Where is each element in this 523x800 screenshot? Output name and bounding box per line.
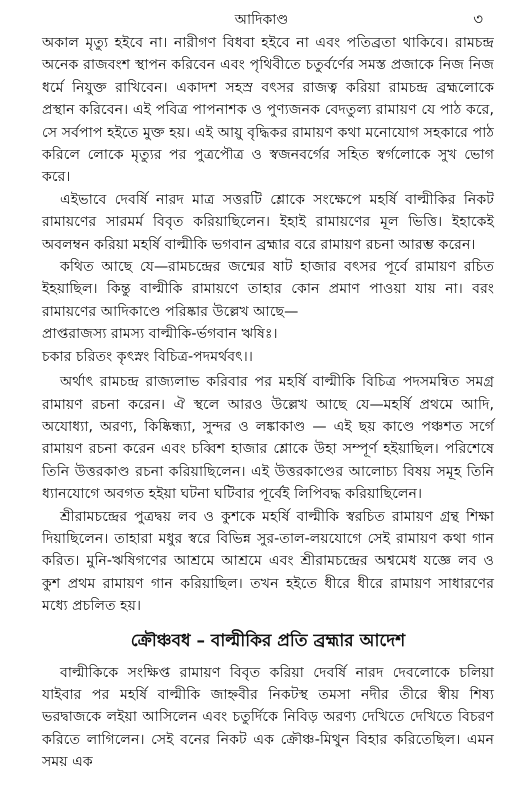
page-body [42, 32, 494, 774]
page-header [0, 6, 523, 28]
section-heading: ক্রৌঞ্চবধ – বাল্মীকির প্রতি ব্রহ্মার আদেশ [130, 630, 406, 651]
paragraph-1: অকাল মৃত্যু হইবে না। নারীগণ বিধবা হইবে না এবং পতিব্রতা থাকিবে। রামচন্দ্র অনেক রাজবংশ স্থাপন করিবেন এবং পৃথিবীতে চতুর্বর্ণের সমস্ত প্রজাকে নিজ নিজ ধর্মে নিযুক্ত রাখিবেন। একাদশ সহস্র বৎসর রাজত্ব করিয়া রামচন্দ্র ব্রহ্মলোকে প্রস্থান করিবেন। এই পবিত্র পাপনাশক ও পুণ্যজনক বেদতুল্য রামায়ণ যে পাঠ করে, সে সর্বপাপ হইতে মুক্ত হয়। এই আয়ু বৃদ্ধিকর রামায়ণ কথা মনোযোগ সহকারে পাঠ করিলে লোকে মৃত্যুর পর পুত্রপৌত্র ও স্বজনবর্গের সহিত স্বর্গলোকে সুখ ভোগ করে। [42, 35, 494, 186]
paragraph-6: বাল্মীকিকে সংক্ষিপ্ত রামায়ণ বিবৃত করিয়া দেবর্ষি নারদ দেবলোকে চলিয়া যাইবার পর মহর্ষি বাল্মীকি জাহ্নবীর নিকটস্থ তমসা নদীর তীরে স্বীয় শিষ্য ভরদ্বাজকে লইয়া আসিলেন এবং চতুর্দিকে নিবিড় অরণ্য দেখিতে দেখিতে বিচরণ করিতে লাগিলেন। সেই বনের নিকট এক ক্রৌঞ্চ-মিথুন বিহার করিতেছিল। এমন সময় এক [42, 664, 494, 771]
chapter-title: আদিকাণ্ড [234, 12, 289, 28]
page-number: ৩ [473, 10, 483, 28]
paragraph-2: এইভাবে দেবর্ষি নারদ মাত্র সত্তরটি শ্লোকে সংক্ষেপে মহর্ষি বাল্মীকির নিকট রামায়ণের সারমর্ম বিবৃত করিয়াছিলেন। ইহাই রামায়ণের মূল ভিত্তি। ইহাকেই অবলম্বন করিয়া মহর্ষি বাল্মীকি ভগবান ব্রহ্মার বরে রামায়ণ রচনা আরম্ভ করেন। [42, 191, 494, 253]
verse-line-2: চকার চরিতং কৃৎস্নং বিচিত্র-পদমর্থবৎ।। [42, 348, 253, 365]
verse-line-1: প্রাপ্তরাজস্য রামস্য বাল্মীকি-র্ভগবান ঋষিঃ। [42, 326, 278, 343]
sanskrit-verse [42, 323, 494, 368]
paragraph-3: কথিত আছে যে—রামচন্দ্রের জন্মের ষাট হাজার বৎসর পূর্বে রামায়ণ রচিত ইহয়াছিল। কিন্তু বাল্মীকি রামায়ণে তাহার কোন প্রমাণ পাওয়া যায় না। বরং রামায়ণের আদিকাণ্ডে পরিষ্কার উল্লেখ আছে— [42, 259, 494, 320]
paragraph-4: অর্থাৎ রামচন্দ্র রাজ্যলাভ করিবার পর মহর্ষি বাল্মীকি বিচিত্র পদসমন্বিত সমগ্র রামায়ণ রচনা করেন। ঐ স্থলে আরও উল্লেখ আছে যে—মহর্ষি প্রথমে আদি, অযোধ্যা, অরণ্য, কিষ্কিন্ধ্যা, সুন্দর ও লঙ্কাকাণ্ড — এই ছয় কাণ্ডে পঞ্চশত সর্গে রামায়ণ রচনা করেন এবং চব্বিশ হাজার শ্লোকে উহা সম্পূর্ণ হইয়াছিল। পরিশেষে তিনি উত্তরকাণ্ড রচনা করিয়াছিলেন। এই উত্তরকাণ্ডের আলোচ্য বিষয় সমূহ তিনি ধ্যানযোগে অবগত হইয়া ঘটনা ঘটিবার পূর্বেই লিপিবদ্ধ করিয়াছিলেন। [42, 374, 494, 503]
paragraph-5: শ্রীরামচন্দ্রের পুত্রদ্বয় লব ও কুশকে মহর্ষি বাল্মীকি স্বরচিত রামায়ণ গ্রন্থ শিক্ষা দিয়াছিলেন। তাহারা মধুর স্বরে বিভিন্ন সুর-তাল-লয়যোগে সেই রামায়ণ কথা গান করিত। মুনি-ঋষিগণের আশ্রমে আশ্রমে এবং শ্রীরামচন্দ্রের অশ্বমেধ যজ্ঞে লব ও কুশ প্রথম রামায়ণ গান করিয়াছিল। তখন হইতে ধীরে ধীরে রামায়ণ সাধারণের মধ্যে প্রচলিত হয়। [42, 508, 494, 615]
